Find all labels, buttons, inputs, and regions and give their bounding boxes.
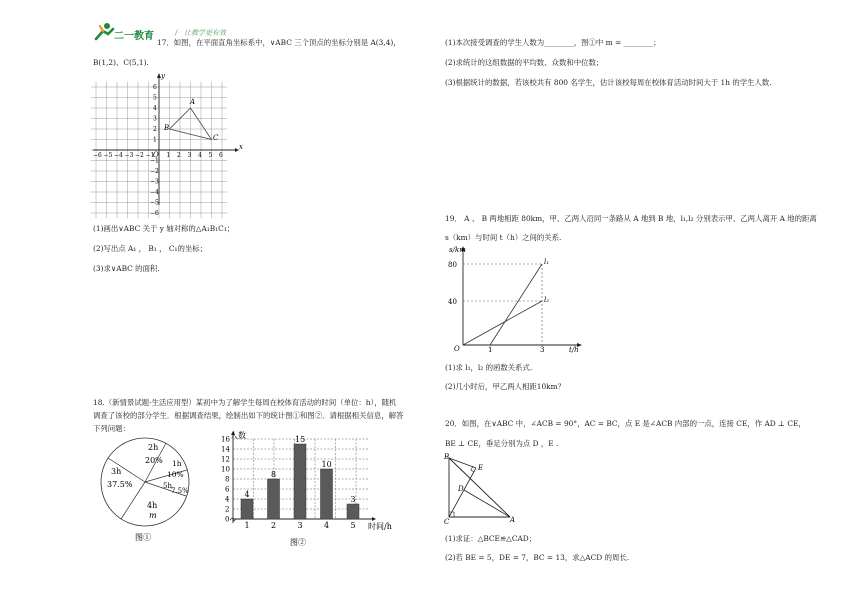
bar-value-label: 4: [244, 490, 250, 499]
q17-stem-line2: B(1,2)、C(5,1).: [93, 58, 149, 67]
q17-x-tick: 2: [177, 152, 181, 159]
bar-y-tick: 2: [225, 505, 230, 514]
q17-point-c: C: [213, 134, 219, 142]
q19-tick-3: 3: [540, 346, 545, 354]
q18-sub2: (2)求统计的这组数据的平均数、众数和中位数；: [445, 58, 604, 67]
q19-line-l2: [463, 301, 542, 345]
bar-y-tick: 14: [221, 445, 230, 454]
pie-label-4h: 4h: [147, 501, 158, 510]
q17-y-tick: 6: [153, 84, 157, 91]
runner-icon: [94, 22, 116, 42]
q17-x-tick: 4: [198, 152, 202, 159]
bar-x-axis-label: 时间/h: [368, 522, 392, 531]
q19-origin: O: [454, 345, 460, 353]
q20-stem-line2: BE ⊥ CE，垂足分别为点 D ，E .: [445, 439, 559, 448]
q17-origin-label: O: [153, 151, 159, 159]
q19-stem-line2: s（km）与时间 t（h）之间的关系.: [445, 233, 562, 242]
q17-x-tick: −2: [135, 152, 144, 159]
q17-y-tick: −5: [150, 199, 159, 207]
q17-y-tick: 5: [153, 94, 157, 102]
q18-sub1: (1)本次接受调查的学生人数为________，图①中 m = ________；: [445, 38, 661, 47]
bar-time-4: [321, 469, 333, 519]
q18-stem-line1: 18.（新情景试题·生活应用型）某初中为了解学生每周在校体育活动的时间（单位：h），随机: [93, 398, 397, 407]
bar-x-tick: 5: [350, 521, 356, 530]
q20-point-d: D: [458, 485, 464, 493]
q17-x-tick: 5: [208, 152, 213, 159]
q17-sub3: (3)求∨ABC 的面积.: [93, 264, 160, 273]
q17-x-tick: −6: [93, 152, 102, 159]
q17-x-tick: 6: [219, 152, 223, 159]
q19-tick-80: 80: [448, 261, 457, 269]
bar-value-label: 8: [271, 470, 277, 479]
pie-label-5h: 5h: [163, 482, 172, 490]
q17-sub2: (2)写出点 A₁ ， B₁ ， C₁的坐标；: [93, 244, 208, 253]
pie-percent-2h: 20%: [145, 456, 163, 465]
bar-caption: 图②: [290, 538, 306, 547]
q17-y-tick: −3: [150, 178, 159, 186]
q17-y-tick: −1: [150, 157, 159, 165]
bar-y-tick: 10: [221, 465, 230, 474]
q19-distance-time-graph: [445, 244, 595, 354]
q20-point-b: B: [444, 453, 450, 461]
q17-y-axis-label: y: [161, 72, 165, 80]
q17-stem-line1: 17．如图，在平面直角坐标系中，∨ABC 三个顶点的坐标分别是 A(3,4)，: [157, 38, 401, 47]
q20-point-a: A: [510, 516, 516, 524]
q18-sub3: (3)根据统计的数据，若该校共有 800 名学生，估计该校每周在校体育活动时间大于 1h 的学生人数.: [445, 78, 772, 87]
q20-point-e: E: [478, 464, 484, 472]
pie-percent-3h: 37.5%: [107, 480, 133, 489]
brand-name: 二一教育: [114, 31, 154, 42]
q20-sub2: (2)若 BE = 5，DE = 7，BC = 13，求△ACD 的周长.: [445, 553, 630, 562]
q18-stem-line3: 下列问题：: [93, 424, 130, 433]
q17-x-tick: −5: [103, 152, 113, 159]
q17-x-axis-label: x: [239, 143, 243, 151]
q19-sub1: (1)求 l₁，l₂ 的函数关系式.: [445, 363, 533, 372]
q20-triangle-figure: [440, 450, 530, 525]
q17-point-b: B: [164, 124, 170, 132]
bar-value-label: 15: [295, 435, 306, 444]
pie-percent-1h: 10%: [167, 470, 184, 479]
q19-tick-40: 40: [448, 298, 457, 306]
q19-line-l1: [490, 264, 542, 345]
q17-x-tick: 3: [187, 152, 192, 159]
q17-y-tick: −6: [150, 210, 159, 217]
bar-y-tick: 12: [221, 455, 230, 464]
q17-y-tick: −4: [150, 189, 159, 196]
pie-caption: 图①: [135, 533, 151, 542]
bar-y-tick: 4: [225, 495, 230, 504]
pie-percent-5h: 7.5%: [171, 487, 189, 495]
q19-sub2: (2)几小时后，甲乙两人相距10km？: [445, 382, 566, 391]
q19-tick-1: 1: [488, 346, 493, 354]
pie-percent-4h: m: [149, 511, 157, 520]
q17-x-tick: −1: [145, 152, 155, 159]
q17-point-a: A: [190, 98, 196, 106]
bar-y-tick: 6: [225, 485, 230, 494]
q17-x-tick: −3: [124, 152, 134, 159]
q17-x-tick: 1: [166, 152, 171, 159]
bar-x-tick: 1: [244, 521, 250, 530]
q19-s-axis-label: s/km: [449, 246, 466, 254]
q17-y-tick: 1: [153, 136, 157, 144]
q17-sub1: (1)画出∨ABC 关于 y 轴对称的△A₁B₁C₁；: [93, 224, 235, 233]
pie-label-3h: 3h: [111, 467, 122, 476]
pie-label-2h: 2h: [148, 443, 159, 452]
bar-time-5: [347, 504, 359, 519]
q18-bar-chart: [208, 430, 404, 550]
bar-y-tick: 16: [221, 435, 230, 444]
q20-stem-line1: 20．如图，在∨ABC 中，∠ACB = 90°，AC = BC，点 E 是∠ACB 内部的一点，连接 CE，作 AD ⊥ CE，: [445, 419, 806, 428]
q20-segment-be: [449, 458, 476, 468]
q17-coordinate-grid: [93, 72, 243, 217]
bar-y-tick: 0: [225, 515, 230, 524]
bar-x-tick: 2: [271, 521, 277, 530]
bar-value-label: 3: [350, 495, 356, 504]
q19-label-l1: l₁: [544, 258, 550, 266]
q20-point-c: C: [444, 518, 450, 526]
q19-stem-line1: 19． A 、 B 两地相距 80km，甲、乙两人沿同一条路从 A 地到 B 地，l₁,l₂ 分别表示甲、乙两人离开 A 地的距离: [445, 214, 817, 223]
brand-slogan: / 让教学更有效: [175, 29, 227, 37]
q19-t-axis-label: t/h: [569, 346, 579, 354]
bar-x-tick: 4: [324, 521, 330, 530]
q17-y-tick: −2: [150, 168, 159, 175]
bar-time-1: [241, 499, 253, 519]
bar-y-axis-label: 人数: [230, 431, 246, 440]
q17-y-tick: 2: [153, 126, 157, 133]
bar-time-2: [268, 479, 280, 519]
bar-time-3: [294, 444, 306, 519]
q19-label-l2: l₂: [544, 296, 550, 304]
pie-label-1h: 1h: [172, 459, 182, 468]
q18-stem-line2: 调查了该校的部分学生．根据调查结果，绘制出如下的统计图①和图②．请根据相关信息，解答: [93, 411, 404, 420]
bar-value-label: 10: [321, 460, 332, 469]
bar-x-tick: 3: [297, 521, 303, 530]
q18-pie-chart: [93, 432, 201, 547]
q17-y-tick: 4: [153, 105, 157, 112]
q17-x-tick: −4: [114, 152, 123, 159]
bar-y-tick: 8: [225, 475, 230, 484]
q17-y-tick: 3: [153, 115, 157, 123]
q20-segment-ad: [464, 490, 510, 517]
q20-sub1: (1)求证：△BCE≌△CAD；: [445, 534, 537, 543]
